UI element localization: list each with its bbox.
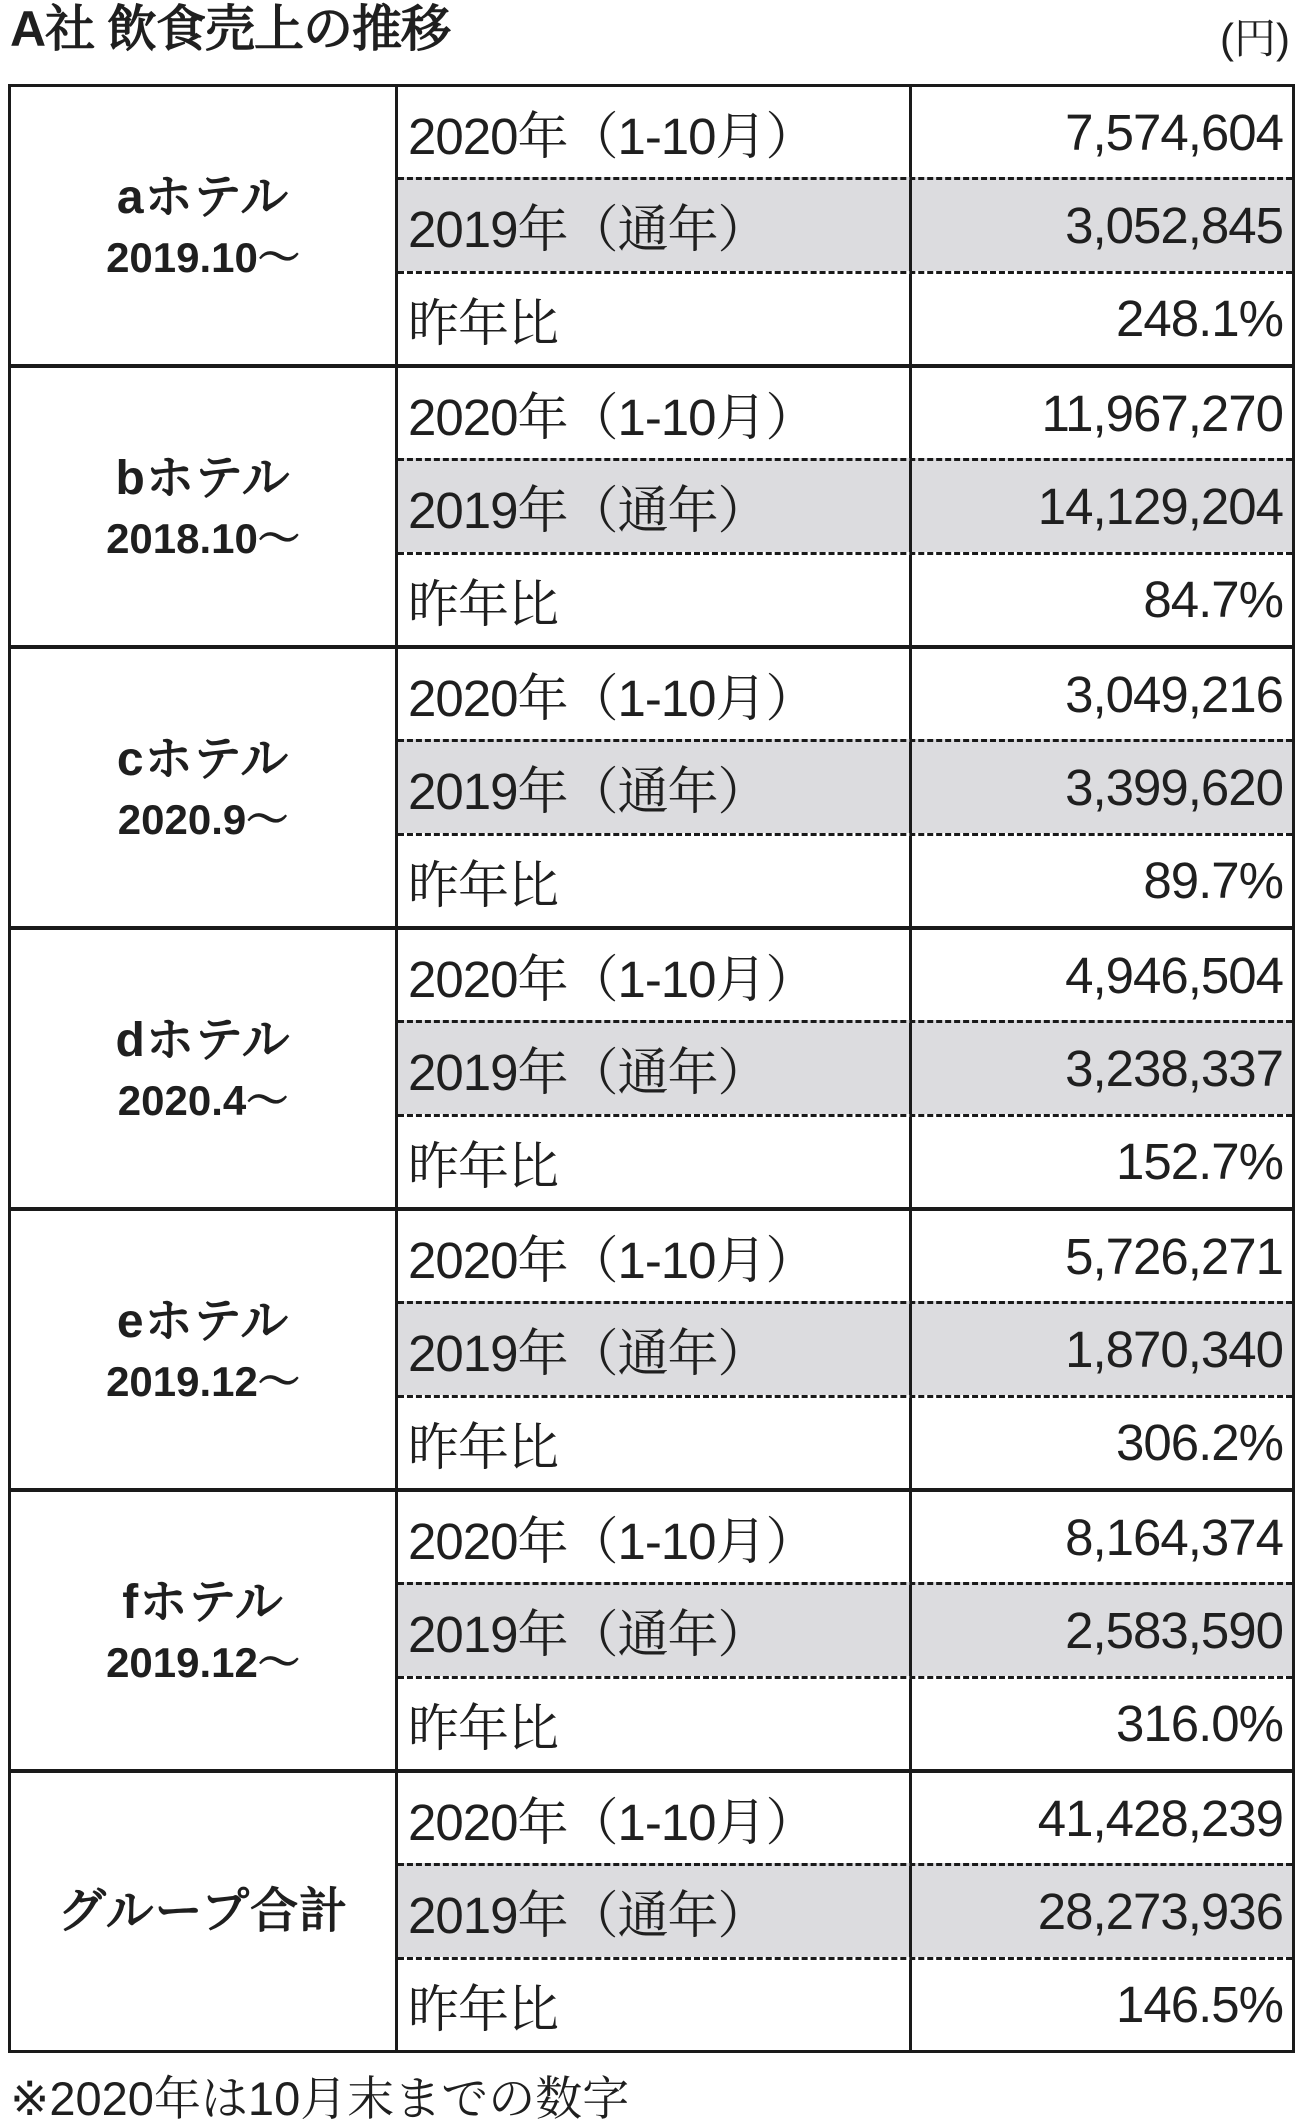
row-value: 14,129,204	[1037, 477, 1283, 535]
row-value: 41,428,239	[1037, 1789, 1283, 1847]
hotel-name: eホテル	[116, 1294, 290, 1348]
hotel-name: グループ合計	[57, 1884, 349, 1938]
row-label: 2019年（通年）	[398, 742, 912, 832]
row-value: 306.2%	[1116, 1414, 1283, 1472]
group-rows	[398, 368, 1292, 645]
table-row	[398, 552, 1292, 645]
row-label: 2019年（通年）	[398, 461, 912, 551]
table-row	[398, 833, 1292, 926]
row-label: 昨年比	[398, 1960, 912, 2050]
table-row	[398, 1301, 1292, 1394]
table-row	[398, 1114, 1292, 1207]
table-row	[398, 1492, 1292, 1582]
hotel-group-a	[11, 87, 1292, 364]
row-label: 2020年（1-10月）	[398, 368, 912, 458]
hotel-name: bホテル	[115, 451, 291, 505]
hotel-start-date: 2019.10～	[106, 234, 300, 281]
row-value: 152.7%	[1116, 1133, 1283, 1191]
table-row	[398, 1395, 1292, 1488]
table-row	[398, 1676, 1292, 1769]
row-value: 11,967,270	[1041, 384, 1283, 442]
hotel-cell	[11, 368, 398, 645]
hotel-group-d	[11, 926, 1292, 1207]
row-label: 2020年（1-10月）	[398, 1773, 912, 1863]
row-value: 8,164,374	[1065, 1508, 1283, 1566]
footnote: ※2020年は10月末までの数字	[10, 2072, 630, 2124]
hotel-group-f	[11, 1488, 1292, 1769]
row-value: 146.5%	[1116, 1976, 1283, 2034]
row-value: 4,946,504	[1065, 946, 1283, 1004]
page-title: A社 飲食売上の推移	[10, 1, 450, 57]
row-value: 84.7%	[1143, 571, 1283, 629]
row-value: 1,870,340	[1065, 1320, 1283, 1378]
row-label: 2019年（通年）	[398, 1585, 912, 1675]
row-label: 2019年（通年）	[398, 1304, 912, 1394]
group-rows	[398, 87, 1292, 364]
hotel-start-date: 2020.4～	[117, 1077, 289, 1124]
group-rows	[398, 1773, 1292, 2050]
table-row	[398, 739, 1292, 832]
group-rows	[398, 1211, 1292, 1488]
hotel-cell	[11, 649, 398, 926]
row-label: 2019年（通年）	[398, 1866, 912, 1956]
row-value: 5,726,271	[1065, 1227, 1283, 1285]
hotel-cell	[11, 1492, 398, 1769]
table-row	[398, 1863, 1292, 1956]
row-value: 28,273,936	[1037, 1882, 1283, 1940]
row-label: 2020年（1-10月）	[398, 649, 912, 739]
row-label: 昨年比	[398, 1398, 912, 1488]
table-row	[398, 1773, 1292, 1863]
row-label: 昨年比	[398, 274, 912, 364]
group-rows	[398, 1492, 1292, 1769]
hotel-start-date: 2019.12～	[106, 1358, 300, 1405]
row-value: 248.1%	[1116, 290, 1283, 348]
hotel-group-b	[11, 364, 1292, 645]
row-label: 昨年比	[398, 1679, 912, 1769]
row-label: 2020年（1-10月）	[398, 1492, 912, 1582]
hotel-start-date: 2020.9～	[117, 796, 289, 843]
hotel-cell	[11, 87, 398, 364]
table-row	[398, 368, 1292, 458]
hotel-cell	[11, 930, 398, 1207]
hotel-group-c	[11, 645, 1292, 926]
table-row	[398, 177, 1292, 270]
row-label: 2020年（1-10月）	[398, 930, 912, 1020]
table-row	[398, 649, 1292, 739]
unit-label: (円)	[1220, 15, 1290, 62]
hotel-name: dホテル	[115, 1013, 291, 1067]
row-label: 2020年（1-10月）	[398, 1211, 912, 1301]
table-row	[398, 87, 1292, 177]
table-row	[398, 1020, 1292, 1113]
row-value: 316.0%	[1116, 1695, 1283, 1753]
row-value: 89.7%	[1143, 852, 1283, 910]
hotel-group-e	[11, 1207, 1292, 1488]
group-total	[11, 1769, 1292, 2050]
row-value: 3,049,216	[1065, 665, 1283, 723]
header	[10, 2, 1290, 66]
row-value: 2,583,590	[1065, 1601, 1283, 1659]
hotel-name: aホテル	[116, 170, 290, 224]
group-rows	[398, 649, 1292, 926]
table-row	[398, 1582, 1292, 1675]
sales-table	[8, 84, 1295, 2053]
hotel-name: fホテル	[122, 1575, 284, 1629]
table-row	[398, 1957, 1292, 2050]
table-row	[398, 930, 1292, 1020]
table-row	[398, 1211, 1292, 1301]
row-label: 昨年比	[398, 836, 912, 926]
hotel-start-date: 2018.10～	[106, 515, 300, 562]
hotel-cell	[11, 1773, 398, 2050]
hotel-name: cホテル	[116, 732, 290, 786]
row-value: 7,574,604	[1065, 103, 1283, 161]
hotel-cell	[11, 1211, 398, 1488]
row-value: 3,052,845	[1065, 196, 1283, 254]
group-rows	[398, 930, 1292, 1207]
row-label: 昨年比	[398, 555, 912, 645]
row-label: 2020年（1-10月）	[398, 87, 912, 177]
row-label: 2019年（通年）	[398, 180, 912, 270]
table-row	[398, 271, 1292, 364]
row-value: 3,399,620	[1065, 758, 1283, 816]
row-label: 2019年（通年）	[398, 1023, 912, 1113]
table-row	[398, 458, 1292, 551]
row-label: 昨年比	[398, 1117, 912, 1207]
hotel-start-date: 2019.12～	[106, 1639, 300, 1686]
row-value: 3,238,337	[1065, 1039, 1283, 1097]
